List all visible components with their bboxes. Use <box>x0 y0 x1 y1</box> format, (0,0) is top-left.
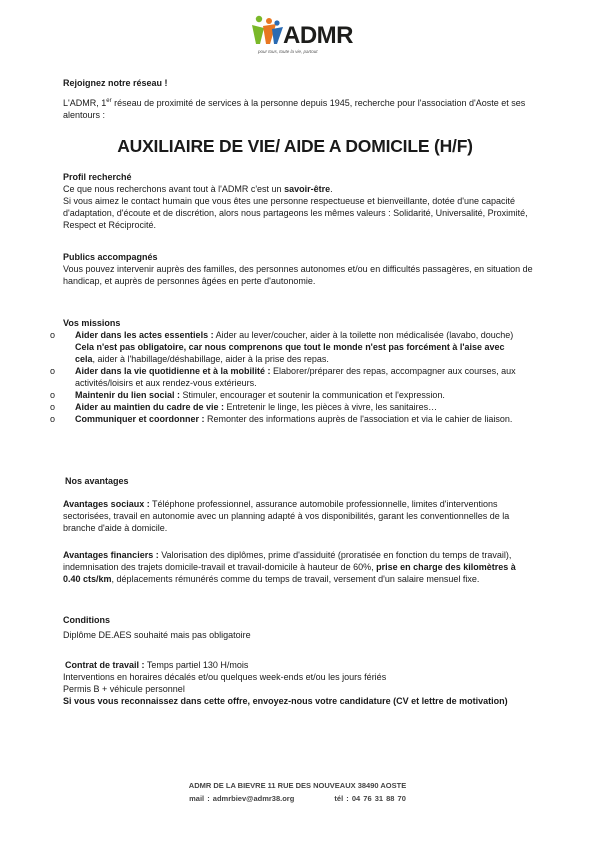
bullet-icon: o <box>50 390 56 400</box>
contrat-label: Contrat de travail : <box>65 660 145 670</box>
avantages-financiers-label: Avantages financiers : <box>63 550 159 560</box>
mission-text-end: , aider à l'habillage/déshabillage, aider à la prise des repas. <box>92 354 329 364</box>
bullet-icon: o <box>50 414 56 424</box>
mission-item <box>50 389 520 401</box>
admr-logo <box>250 14 370 58</box>
mission-item <box>50 329 520 365</box>
mission-text: Remonter des informations auprès de l'association et via le cahier de liaison. <box>204 414 513 424</box>
avantages-heading: Nos avantages <box>65 476 129 486</box>
conditions-body: Diplôme DE.AES souhaité mais pas obligatoire <box>63 630 251 640</box>
admr-figures-icon <box>250 14 284 48</box>
avantages-financiers <box>63 549 533 585</box>
mission-text: Aider au lever/coucher, aider à la toilette non médicalisée (lavabo, douche) <box>213 330 514 340</box>
conditions-heading: Conditions <box>63 615 110 625</box>
publics-body: Vous pouvez intervenir auprès des familles, des personnes autonomes et/ou en difficultés passagères, en situation de handicap, et auprès de personnes âgées en perte d'autonomie. <box>63 264 533 286</box>
contrat-section <box>63 659 533 707</box>
profil-body <box>63 183 533 231</box>
footer-mail-label: mail : <box>189 794 210 803</box>
footer-tel-label: tél : <box>334 794 349 803</box>
intro-body-pre: L'ADMR, 1 <box>63 98 107 108</box>
footer-address: ADMR DE LA BIEVRE 11 RUE DES NOUVEAUX 38490 AOSTE <box>188 781 407 790</box>
contrat-line-1 <box>63 659 533 671</box>
avantages-financiers-text-end: , déplacements rémunérés comme du temps de travail, versement d'un salaire mensuel fixe. <box>111 574 480 584</box>
footer-mail[interactable]: admrbiev@admr38.org <box>212 794 295 803</box>
profil-line1-bold: savoir-être <box>284 184 331 194</box>
bullet-icon: o <box>50 330 56 340</box>
profil-heading: Profil recherché <box>63 172 132 182</box>
mission-item <box>50 401 520 413</box>
contrat-hours: Temps partiel 130 H/mois <box>144 660 249 670</box>
avantages-sociaux <box>63 498 533 534</box>
profil-body-text: Si vous aimez le contact humain que vous êtes une personne respectueuse et bienveillante, dotée d'une capacité d'adaptation, d'écoute et de discrétion, alors nous partageons les mêmes valeurs : Solidarité, Universalité, Proximité, Respect et Réciprocité. <box>63 196 528 230</box>
job-title: AUXILIAIRE DE VIE/ AIDE A DOMICILE (H/F) <box>117 136 473 156</box>
bullet-icon: o <box>50 402 56 412</box>
contrat-line-3: Permis B + véhicule personnel <box>63 684 185 694</box>
contrat-line-2: Interventions en horaires décalés et/ou quelques week-ends et/ou les jours fériés <box>63 672 387 682</box>
avantages-sociaux-label: Avantages sociaux : <box>63 499 150 509</box>
mission-note: Cela n'est pas obligatoire, car nous comprenons que tout le monde n'est pas forcément à l'aise avec cela <box>75 342 505 364</box>
mission-label: Maintenir du lien social : <box>75 390 181 400</box>
mission-label: Communiquer et coordonner : <box>75 414 205 424</box>
intro-body-sup: er <box>106 98 112 104</box>
logo-tagline: pour tous, toute la vie, partout <box>258 49 318 54</box>
mission-label: Aider au maintien du cadre de vie : <box>75 402 225 412</box>
mission-item <box>50 365 520 389</box>
intro-body-post: réseau de proximité de services à la personne depuis 1945, recherche pour l'association d'Aoste et ses alentours : <box>63 98 526 120</box>
avantages-sociaux-text: Téléphone professionnel, assurance automobile professionnelle, limites d'interventions sectorisées, travail en autonomie avec un planning adapté à vos disponibilités, garant les conventionnelles de la branche d'aide à domicile. <box>63 499 510 533</box>
profil-line1-pre: Ce que nous recherchons avant tout à l'ADMR c'est un <box>63 184 285 194</box>
missions-list <box>50 329 520 425</box>
intro-body <box>63 97 533 121</box>
avantages-financiers-km: prise en charge des kilomètres à 0.40 cts/km <box>63 562 516 584</box>
mission-text: Elaborer/préparer des repas, accompagner aux courses, aux activités/loisirs et aux rendez-vous extérieurs. <box>75 366 516 388</box>
profil-line1-post: . <box>330 184 333 194</box>
missions-heading: Vos missions <box>63 318 121 328</box>
publics-heading: Publics accompagnés <box>63 252 158 262</box>
footer-tel: 04 76 31 88 70 <box>351 794 406 803</box>
logo-wordmark: ADMR <box>283 22 353 49</box>
mission-label: Aider dans la vie quotidienne et à la mobilité : <box>75 366 271 376</box>
footer-contact <box>0 794 595 803</box>
candidature-cta: Si vous vous reconnaissez dans cette offre, envoyez-nous votre candidature (CV et lettre de motivation) <box>63 696 508 706</box>
mission-text: Entretenir le linge, les pièces à vivre, les sanitaires… <box>224 402 438 412</box>
mission-text: Stimuler, encourager et soutenir la communication et l'expression. <box>180 390 445 400</box>
mission-label: Aider dans les actes essentiels : <box>75 330 214 340</box>
mission-item <box>50 413 520 425</box>
intro-title: Rejoignez notre réseau ! <box>63 78 168 88</box>
bullet-icon: o <box>50 366 56 376</box>
avantages-financiers-text: Valorisation des diplômes, prime d'assiduité (proratisée en fonction du temps de travail), indemnisation des trajets domicile-travail et travail-domicile à hauteur de 60%, <box>63 550 512 572</box>
